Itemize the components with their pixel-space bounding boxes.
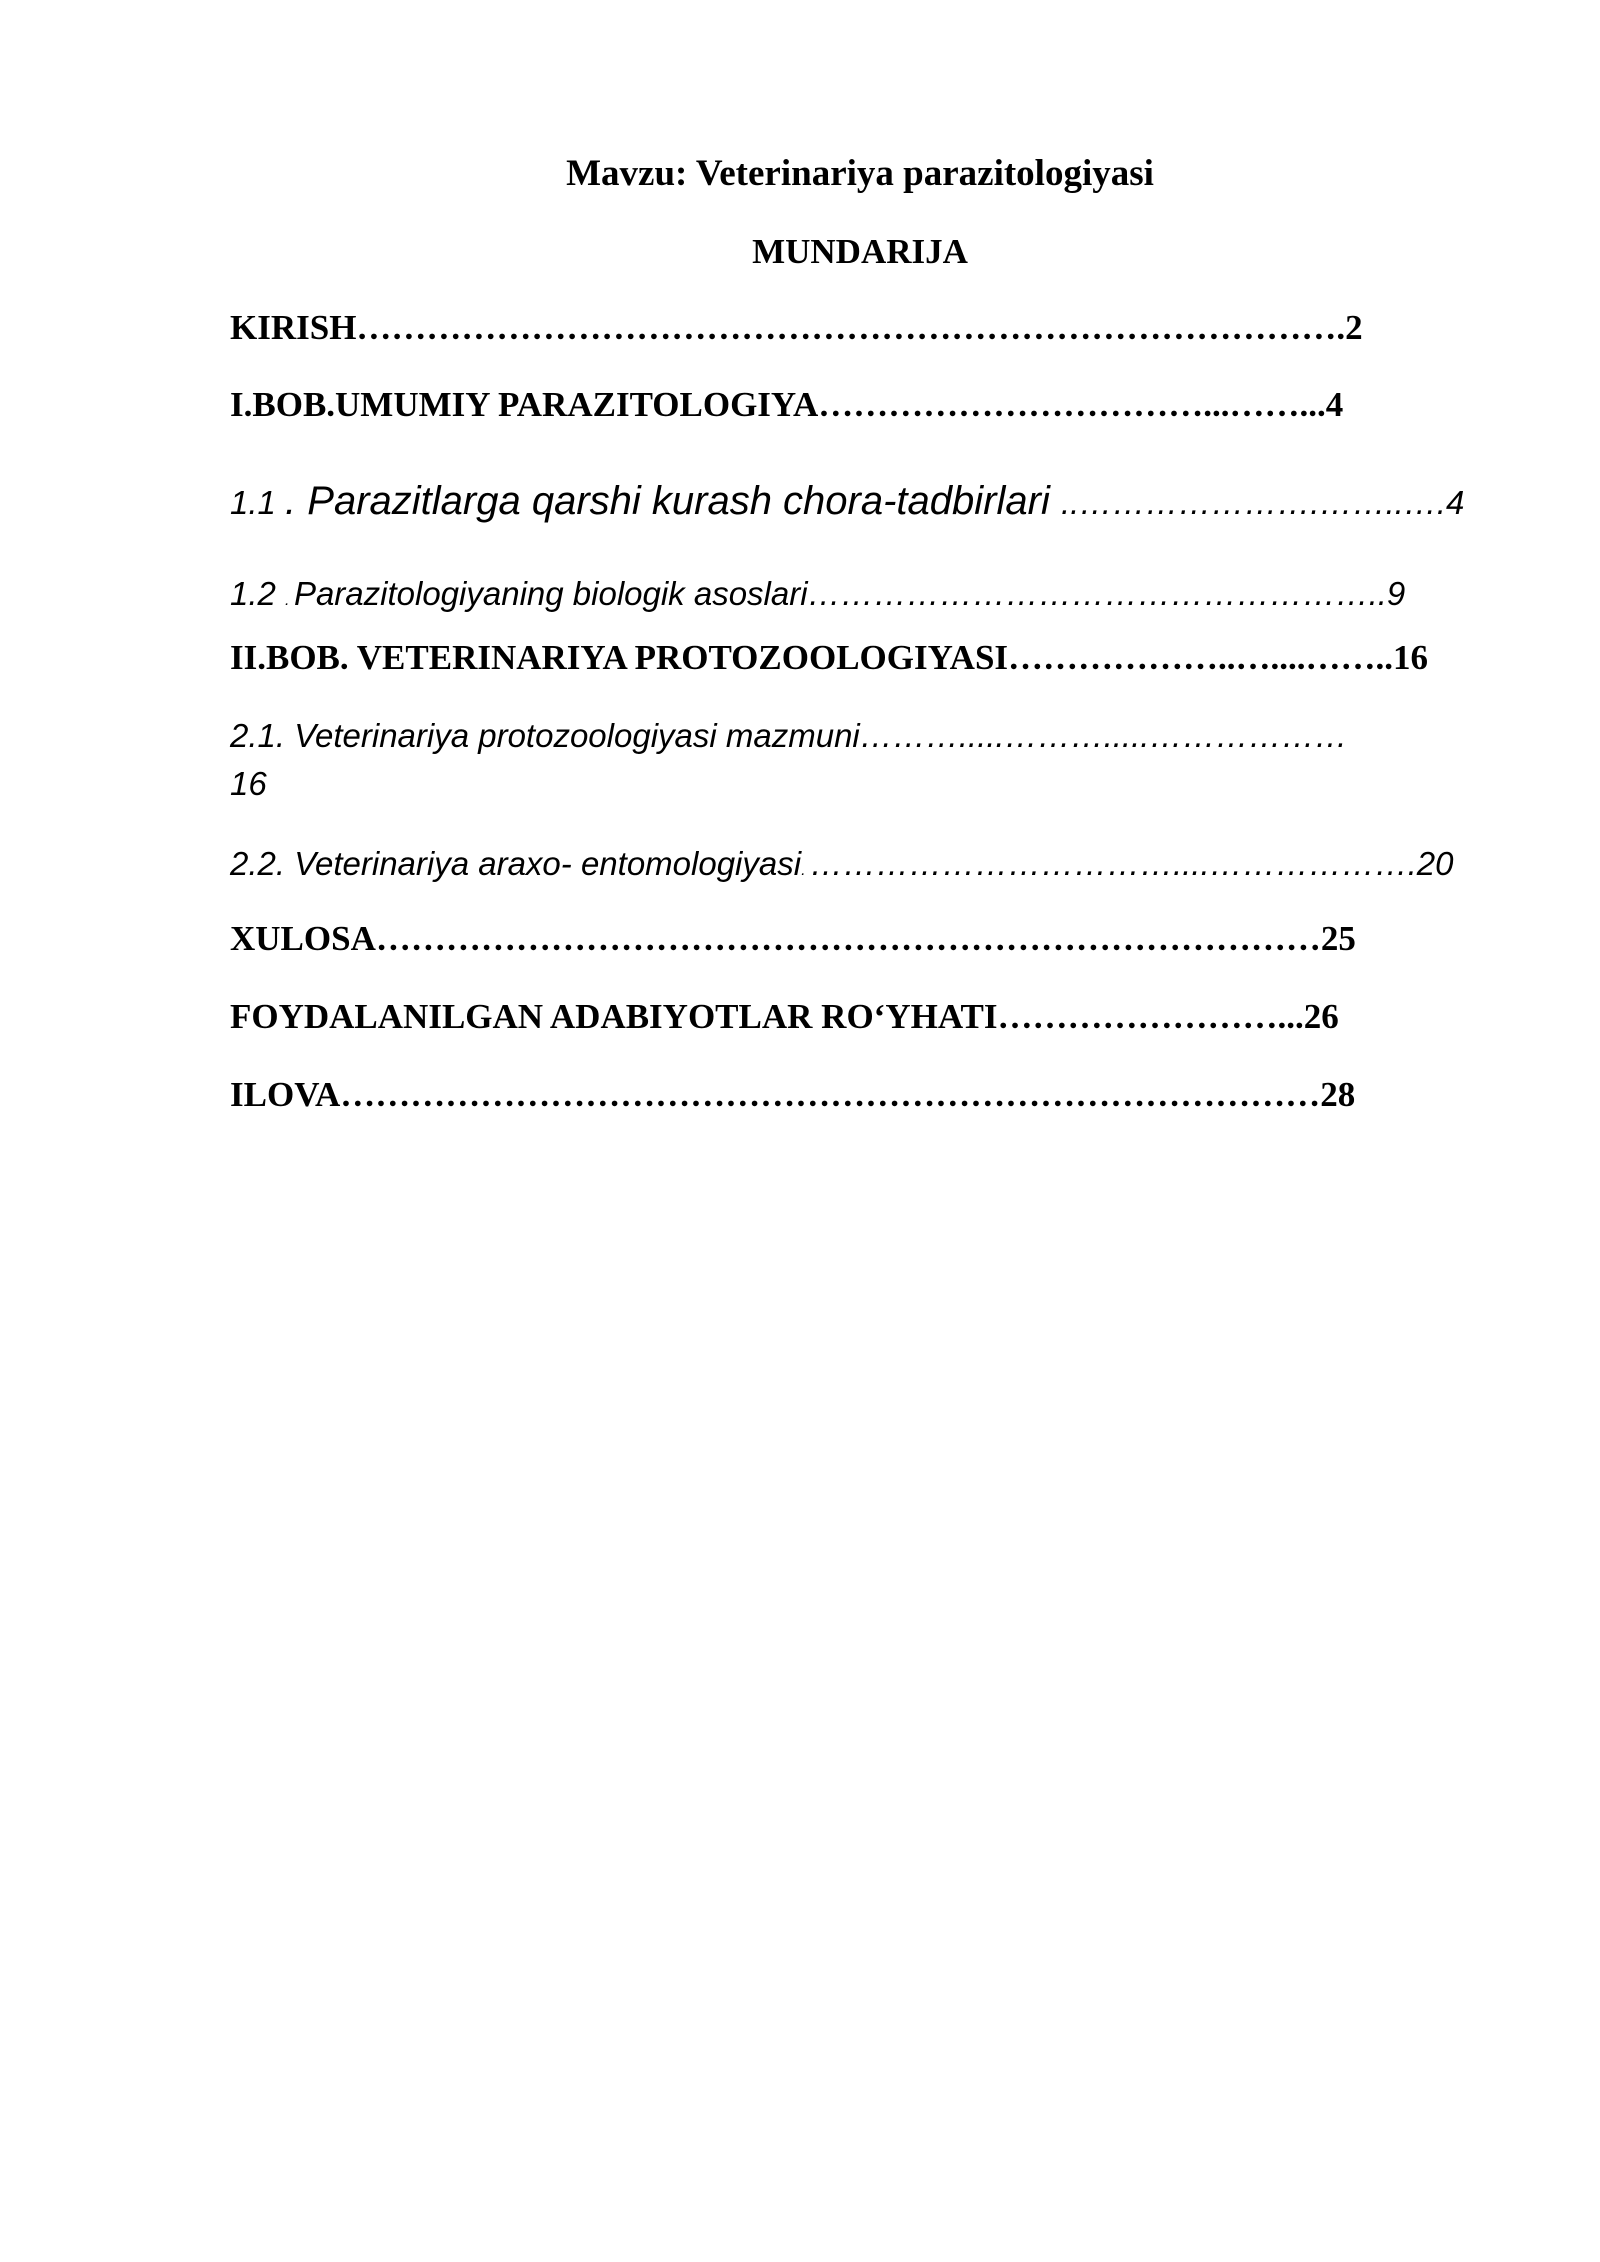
toc-entry-1-2 xyxy=(230,570,1405,625)
toc-heading: MUNDARIJA xyxy=(752,232,968,271)
toc-entry-references: FOYDALANILGAN ADABIYOTLAR RO‘YHATI……………………...26 xyxy=(230,997,1339,1036)
toc-entry-2-1-title: 2.1. Veterinariya protozoologiyasi mazmuni……….....……….....……………… xyxy=(230,717,1348,754)
toc-entry-1-2-separator: . xyxy=(285,592,294,609)
document-title: Mavzu: Veterinariya parazitologiyasi xyxy=(566,153,1154,194)
toc-entry-kirish: KIRISH………………………………………………………………………….2 xyxy=(230,308,1363,347)
toc-entry-chapter-2: II.BOB. VETERINARIYA PROTOZOOLOGIYASI………………..…....……..16 xyxy=(230,638,1429,677)
toc-entry-2-1-page: 16 xyxy=(230,765,267,802)
toc-entry-1-1-leader: ..………………….……..….4 xyxy=(1060,484,1465,521)
toc-entry-2-2 xyxy=(230,840,1454,895)
toc-entry-2-2-leader: ……………………………....……………….20 xyxy=(809,845,1454,882)
toc-entry-2-2-separator: . xyxy=(801,862,810,879)
toc-entry-1-2-title: Parazitologiyaning biologik asoslari……………………………………………..9 xyxy=(293,575,1406,612)
toc-entry-ilova: ILOVA…………………………………………………………………………28 xyxy=(230,1075,1356,1114)
toc-entry-1-1-number: 1.1 xyxy=(230,484,286,521)
toc-entry-1-2-number: 1.2 xyxy=(230,575,286,612)
toc-entry-chapter-1: I.BOB.UMUMIY PARAZITOLOGIYA……………………………...……...4 xyxy=(230,385,1344,424)
toc-entry-2-2-title: 2.2. Veterinariya araxo- entomologiyasi xyxy=(230,845,802,882)
toc-entry-xulosa: XULOSA………………………………………………………………………25 xyxy=(230,919,1356,958)
toc-entry-1-1 xyxy=(230,476,1464,528)
toc-entry-2-1 xyxy=(230,712,1500,808)
toc-entry-1-1-title: . Parazitlarga qarshi kurash chora-tadbirlari xyxy=(285,479,1061,523)
